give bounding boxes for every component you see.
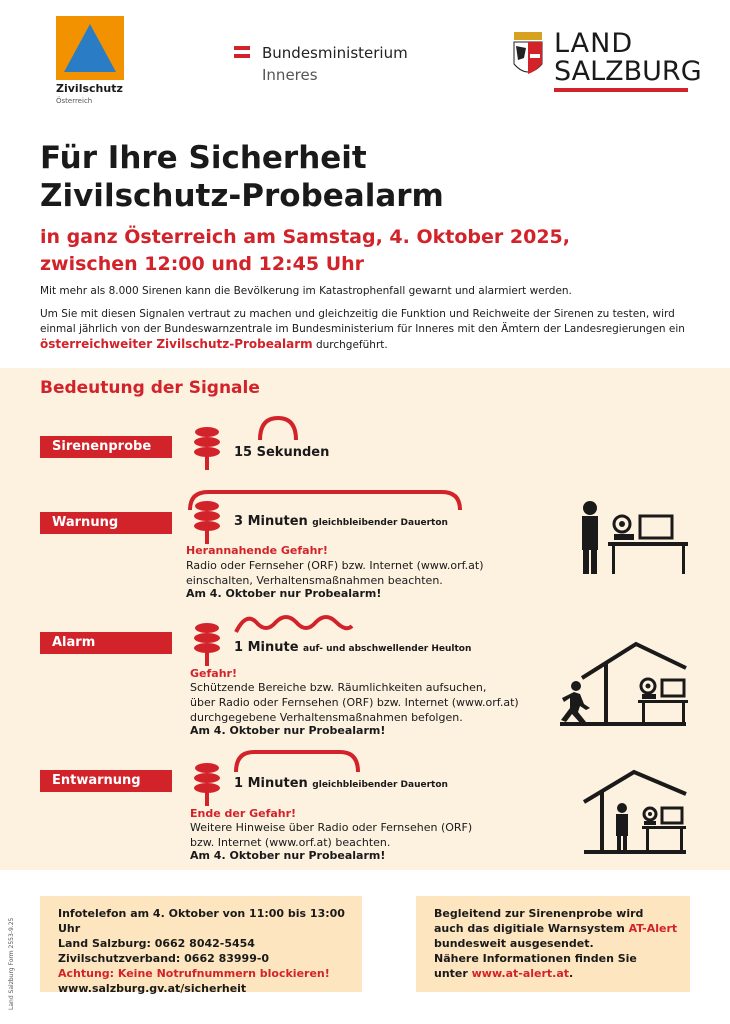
intro-paragraph-1: Mit mehr als 8.000 Sirenen kann die Bevölkerung im Katastrophenfall gewarnt und alarmiert werden. [40, 285, 572, 297]
label-alarm: Alarm [40, 632, 172, 654]
alert-line-4: Nähere Informationen finden Sie [434, 952, 637, 965]
bmi-name-line2: Inneres [262, 66, 318, 84]
intro-text-before: Um Sie mit diesen Signalen vertraut zu machen und gleichzeitig die Funktion und Reichweite der Sirenen zu testen, wird einmal jährlich von der Bundeswarnzentrale im Bundesministerium für Inneres mit den Ämtern der Landesregierungen ein [40, 308, 685, 335]
alarm-hazard: Gefahr! [190, 667, 237, 680]
alarm-duration-note: auf- und abschwellender Heulton [303, 644, 472, 654]
alert-line-5 [434, 966, 690, 981]
form-number: Land Salzburg Form 2553-9.25 [8, 917, 15, 1010]
at-alert-box [416, 896, 690, 992]
warnung-duration-note: gleichbleibender Dauerton [312, 518, 448, 528]
signals-heading: Bedeutung der Signale [40, 378, 260, 398]
siren-icon [192, 762, 222, 808]
land-salzburg-line1: LAND [554, 28, 634, 59]
intro-paragraph-2 [40, 307, 700, 353]
rising-falling-tone-wave [232, 610, 356, 636]
info-land-salzburg: Land Salzburg: 0662 8042-5454 [58, 937, 255, 950]
subtitle-time: zwischen 12:00 und 12:45 Uhr [40, 253, 365, 275]
siren-icon [192, 622, 222, 668]
label-entwarnung: Entwarnung [40, 770, 172, 792]
alert-system-name: AT-Alert [628, 922, 678, 935]
label-warnung: Warnung [40, 512, 172, 534]
alarm-duration [234, 640, 471, 655]
alert-line-1: Begleitend zur Sirenenprobe wird [434, 907, 644, 920]
alarm-text-3: durchgegebene Verhaltensmaßnahmen befolgen. [190, 711, 463, 724]
land-salzburg-line2: SALZBURG [554, 56, 702, 87]
entwarnung-duration [234, 776, 448, 791]
entwarnung-hazard: Ende der Gefahr! [190, 807, 297, 820]
siren-icon [192, 426, 222, 472]
land-salzburg-underline [554, 88, 688, 92]
sirenenprobe-duration: 15 Sekunden [234, 445, 330, 460]
intro-text-after: durchgeführt. [312, 339, 388, 351]
alarm-text-1: Schützende Bereiche bzw. Räumlichkeiten aufsuchen, [190, 681, 487, 694]
label-sirenenprobe: Sirenenprobe [40, 436, 172, 458]
short-tone-wave [256, 414, 300, 442]
steady-tone-wave-short [232, 746, 362, 774]
warnung-hazard: Herannahende Gefahr! [186, 544, 328, 557]
alert-line-5-text: unter [434, 967, 472, 980]
subtitle-date: in ganz Österreich am Samstag, 4. Oktober 2025, [40, 226, 570, 248]
zivilschutz-country: Österreich [56, 97, 93, 105]
info-zivilschutzverband: Zivilschutzverband: 0662 83999-0 [58, 952, 270, 965]
warnung-text-1: Radio oder Fernseher (ORF) bzw. Internet (www.orf.at) [186, 559, 484, 572]
entwarnung-probe-note: Am 4. Oktober nur Probealarm! [190, 849, 386, 862]
entwarnung-text-1: Weitere Hinweise über Radio oder Fernsehen (ORF) [190, 821, 473, 834]
info-link[interactable]: www.salzburg.gv.at/sicherheit [58, 982, 247, 995]
person-at-radio-tv-icon [574, 498, 690, 578]
alarm-duration-value: 1 Minute [234, 640, 299, 655]
alert-line-3: bundesweit ausgesendet. [434, 937, 594, 950]
alarm-probe-note: Am 4. Oktober nur Probealarm! [190, 724, 386, 737]
blue-triangle-icon [56, 16, 124, 80]
title-line1: Für Ihre Sicherheit [40, 140, 367, 176]
steady-tone-wave-long [186, 486, 466, 512]
alert-line-5-end: . [569, 967, 574, 980]
info-phone-time: Infotelefon am 4. Oktober von 11:00 bis 13:00 Uhr [58, 907, 345, 935]
person-inside-house-icon [580, 766, 690, 856]
salzburg-crest-icon [512, 30, 544, 80]
alarm-text-2: über Radio oder Fernsehen (ORF) bzw. Internet (www.orf.at) [190, 696, 519, 709]
warnung-probe-note: Am 4. Oktober nur Probealarm! [186, 587, 382, 600]
info-box [40, 896, 362, 995]
siren-icon [192, 500, 222, 546]
info-warning: Achtung: Keine Notrufnummern blockieren! [58, 967, 330, 980]
warnung-duration [234, 514, 448, 529]
entwarnung-text-2: bzw. Internet (www.orf.at) beachten. [190, 836, 391, 849]
entwarnung-duration-note: gleichbleibender Dauerton [312, 780, 448, 790]
alert-line-2 [434, 921, 690, 936]
alert-link[interactable]: www.at-alert.at [471, 967, 570, 980]
warnung-duration-value: 3 Minuten [234, 514, 308, 529]
title-line2: Zivilschutz-Probealarm [40, 178, 444, 214]
bmi-name-line1: Bundesministerium [262, 44, 408, 62]
intro-highlight: österreichweiter Zivilschutz-Probealarm [40, 337, 313, 351]
zivilschutz-name: Zivilschutz [56, 82, 123, 95]
person-entering-house-icon [556, 638, 690, 728]
alert-line-2-text: auch das digitiale Warnsystem [434, 922, 629, 935]
warnung-text-2: einschalten, Verhaltensmaßnahmen beachten. [186, 574, 443, 587]
zivilschutz-logo [56, 16, 124, 80]
entwarnung-duration-value: 1 Minuten [234, 776, 308, 791]
austria-flag-icon [234, 46, 250, 58]
